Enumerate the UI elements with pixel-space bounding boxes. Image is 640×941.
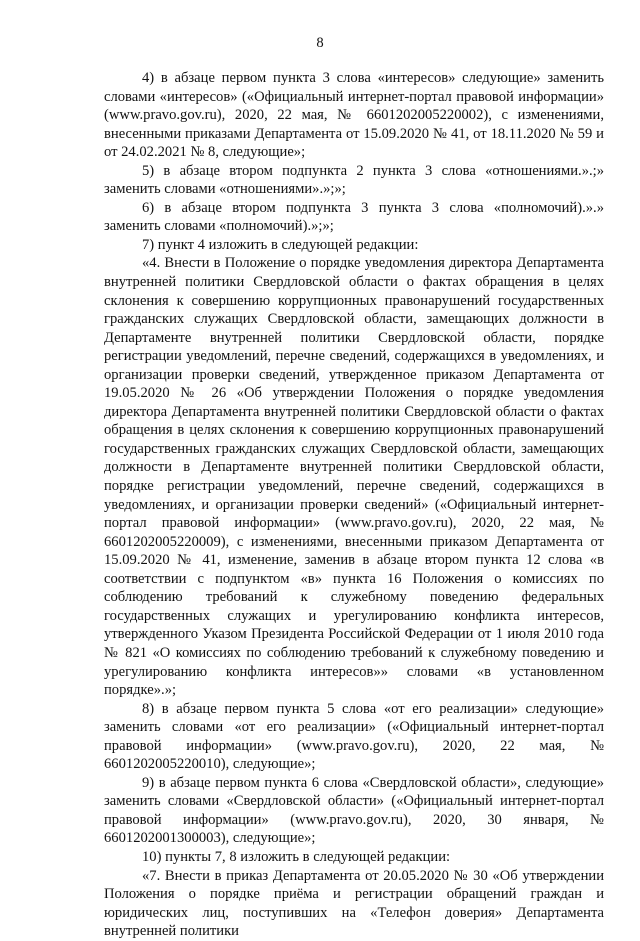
paragraph-quoted-point-4: «4. Внести в Положение о порядке уведомления директора Департамента внутренней политики Свердловской области о фактах обращения в целях склонения к совершению коррупционных правонарушений государственных гражданских служащих Свердловской области, замещающих должности в Департаменте внутренней политики Свердловской области, порядке регистрации уведомлений, перечне сведений, содержащихся в уведомлениях, и организации проверки сведений, утвержденное приказом Департамента от 19.05.2020 № 26 «Об утверждении Положения о порядке уведомления директора Департамента внутренней политики Свердловской области о фактах обращения в целях склонения к совершению коррупционных правонарушений государственных гражданских служащих Свердловской области, замещающих должности в Департаменте внутренней политики Свердловской области, порядке регистрации уведомлений, перечне сведений, содержащихся в уведомлениях, и организации проверки сведений» («Официальный интернет-портал правовой информации» (www.pravo.gov.ru), 2020, 22 мая, № 6601202005220009), с изменениями, внесенными приказом Департамента от 15.09.2020 № 41, изменение, заменив в абзаце втором пункта 12 слова «в соответствии с подпунктом «в» пункта 16 Положения о комиссиях по соблюдению требований к служебному поведению федеральных государственных служащих и урегулированию конфликта интересов, утвержденного Указом Президента Российской Федерации от 1 июля 2010 года № 821 «О комиссиях по соблюдению требований к служебному поведению и урегулированию конфликта интересов»» словами «в установленном порядке».»; bbox=[104, 255, 604, 699]
paragraph-item-7: 7) пункт 4 изложить в следующей редакции: bbox=[142, 236, 419, 253]
paragraph-item-10: 10) пункты 7, 8 изложить в следующей редакции: bbox=[142, 848, 451, 865]
paragraph-quoted-point-7: «7. Внести в приказ Департамента от 20.05.2020 № 30 «Об утверждении Положения о порядке приёма и регистрации обращений граждан и юридических лиц, поступивших на «Телефон доверия» Департамента внутренней политики bbox=[104, 867, 604, 940]
paragraph-item-6: 6) в абзаце втором подпункта 3 пункта 3 слова «полномочий).».» заменить словами «полномочий).»;»; bbox=[104, 199, 604, 235]
paragraph-item-9: 9) в абзаце первом пункта 6 слова «Свердловской области», следующие» заменить словами «Свердловской области» («Официальный интернет-портал правовой информации» (www.pravo.gov.ru), 2020, 30 января, № 6601202001300003), следующие»; bbox=[104, 774, 604, 847]
page-number: 8 bbox=[316, 35, 324, 51]
paragraph-item-5: 5) в абзаце втором подпункта 2 пункта 3 слова «отношениями.».;» заменить словами «отношениями».»;»; bbox=[104, 162, 604, 198]
paragraph-item-8: 8) в абзаце первом пункта 5 слова «от его реализации» следующие» заменить словами «от его реализации» («Официальный интернет-портал правовой информации» (www.pravo.gov.ru), 2020, 22 мая, № 6601202005220010), следующие»; bbox=[104, 700, 604, 773]
paragraph-item-4: 4) в абзаце первом пункта 3 слова «интересов» следующие» заменить словами «интересов» («Официальный интернет-портал правовой информации» (www.pravo.gov.ru), 2020, 22 мая, № 6601202005220002), с изменениями, внесенными приказами Департамента от 15.09.2020 № 41, от 18.11.2020 № 59 и от 24.02.2021 № 8, следующие»; bbox=[104, 70, 604, 161]
